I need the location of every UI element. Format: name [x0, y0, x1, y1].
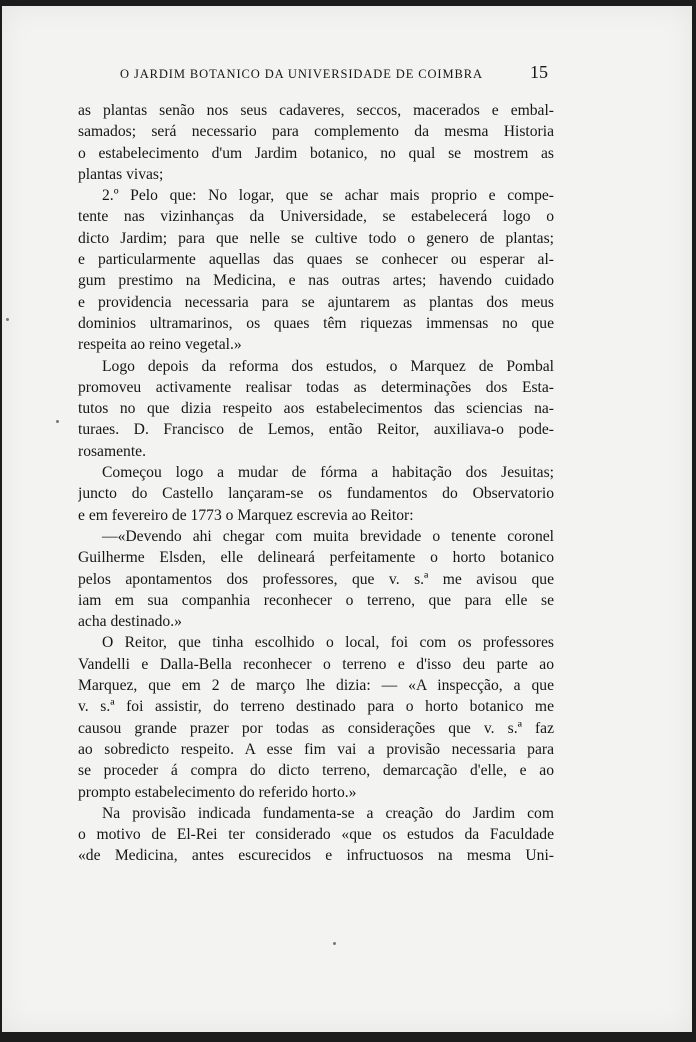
- body-text: [78, 100, 554, 867]
- text-line: juncto do Castello lançaram-se os fundamentos do Observatorio: [78, 485, 554, 503]
- text-line: samados; será necessario para complemento da mesma Historia: [78, 123, 554, 141]
- paper-speck: [6, 318, 9, 321]
- text-line: O Reitor, que tinha escolhido o local, foi com os professores: [102, 634, 554, 652]
- text-line: se proceder á compra do dicto terreno, demarcação d'elle, e ao: [78, 762, 554, 780]
- paper-speck: [56, 420, 59, 423]
- text-line: acha destinado.»: [78, 613, 182, 631]
- text-line: o estabelecimento d'um Jardim botanico, no qual se mostrem as: [78, 144, 554, 162]
- page-header: [2, 62, 692, 92]
- text-line: dominios ultramarinos, os quaes têm riquezas immensas no que: [78, 314, 554, 332]
- text-line: e particularmente aquellas das quaes se conhecer ou esperar al-: [78, 251, 554, 269]
- text-line: Começou logo a mudar de fórma a habitação dos Jesuitas;: [102, 464, 554, 482]
- text-line: «de Medicina, antes escurecidos e infructuosos na mesma Uni-: [78, 847, 554, 865]
- text-line: pelos apontamentos dos professores, que v. s.ª me avisou que: [78, 570, 554, 588]
- text-line: dicto Jardim; para que nelle se cultive todo o genero de plantas;: [78, 229, 554, 247]
- running-title: O JARDIM BOTANICO DA UNIVERSIDADE DE COIMBRA: [120, 67, 483, 81]
- text-line: ao sobredicto respeito. A esse fim vai a provisão necessaria para: [78, 740, 554, 758]
- text-line: turaes. D. Francisco de Lemos, então Reitor, auxiliava-o pode-: [78, 421, 554, 439]
- text-line: Vandelli e Dalla-Bella reconhecer o terreno e d'isso deu parte ao: [78, 655, 554, 673]
- page-number: 15: [530, 62, 548, 82]
- text-line: tutos no que dizia respeito aos estabelecimentos das sciencias na-: [78, 400, 554, 418]
- text-line: Marquez, que em 2 de março lhe dizia: — «A inspecção, a que: [78, 677, 554, 695]
- text-line: causou grande prazer por todas as considerações que v. s.ª faz: [78, 719, 554, 737]
- text-line: Guilherme Elsden, elle delineará perfeitamente o horto botanico: [78, 549, 554, 567]
- text-line: plantas vivas;: [78, 165, 164, 183]
- text-line: o motivo de El-Rei ter considerado «que os estudos da Faculdade: [78, 826, 554, 844]
- book-page: [2, 6, 692, 1032]
- text-line: as plantas senão nos seus cadaveres, seccos, macerados e embal-: [78, 102, 554, 119]
- text-line: iam em sua companhia reconhecer o terreno, que para elle se: [78, 591, 554, 609]
- text-line: e em fevereiro de 1773 o Marquez escrevia ao Reitor:: [78, 506, 414, 524]
- text-line: v. s.ª foi assistir, do terreno destinado para o horto botanico me: [78, 698, 554, 716]
- text-line: tente nas vizinhanças da Universidade, se estabelecerá logo o: [78, 208, 554, 226]
- text-line: respeita ao reino vegetal.»: [78, 336, 242, 354]
- text-line: —«Devendo ahi chegar com muita brevidade o tenente coronel: [102, 527, 554, 545]
- text-line: 2.º Pelo que: No logar, que se achar mais proprio e compe-: [102, 187, 554, 205]
- text-line: Logo depois da reforma dos estudos, o Marquez de Pombal: [102, 357, 554, 375]
- text-line: gum prestimo na Medicina, e nas outras artes; havendo cuidado: [78, 272, 554, 290]
- text-line: Na provisão indicada fundamenta-se a creação do Jardim com: [102, 804, 554, 822]
- text-line: prompto estabelecimento do referido horto.»: [78, 783, 357, 801]
- text-line: promoveu activamente realisar todas as determinações dos Esta-: [78, 378, 554, 396]
- text-line: rosamente.: [78, 442, 146, 460]
- paper-speck: [333, 942, 336, 945]
- text-line: e providencia necessaria para se ajuntarem as plantas dos meus: [78, 293, 554, 311]
